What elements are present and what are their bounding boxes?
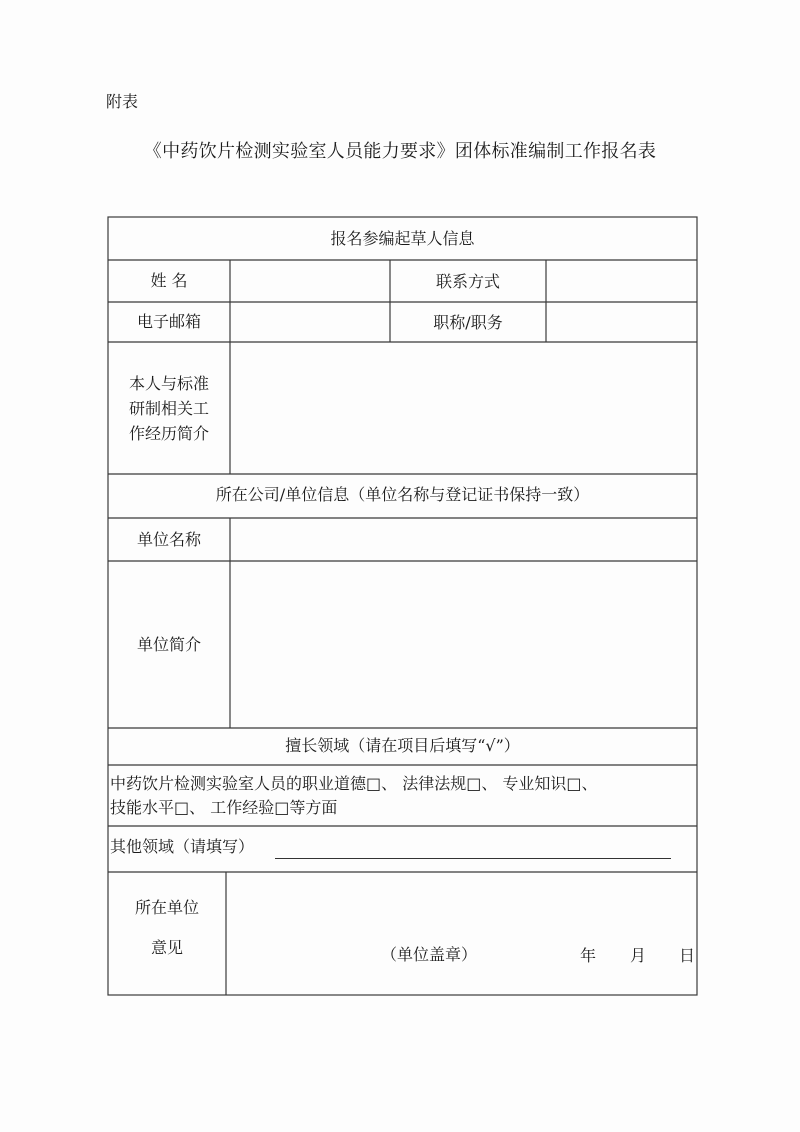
expertise-options-line[interactable]: 中药饮片检测实验室人员的职业道德□、 法律法规□、 专业知识□、 xyxy=(110,774,598,793)
other-field-label: 其他领域（请填写） xyxy=(110,837,255,856)
email-input[interactable] xyxy=(231,303,389,341)
opinion-label-line: 所在单位 xyxy=(134,898,199,917)
annex-label: 附表 xyxy=(106,92,139,111)
expertise-options-line[interactable]: 技能水平□、 工作经验□等方面 xyxy=(110,798,338,817)
month-label: 月 xyxy=(630,946,647,965)
day-label: 日 xyxy=(679,946,696,965)
unit-name-label: 单位名称 xyxy=(136,530,201,549)
position-label: 职称/职务 xyxy=(433,313,503,332)
unit-intro-input[interactable] xyxy=(231,562,696,727)
experience-label-line: 本人与标准 xyxy=(128,374,209,393)
expertise-section-header: 擅长领域（请在项目后填写“√”） xyxy=(285,736,520,755)
name-label: 姓 名 xyxy=(150,271,188,290)
position-input[interactable] xyxy=(547,303,696,341)
unit-name-input[interactable] xyxy=(231,519,696,560)
experience-label-line: 研制相关工 xyxy=(128,399,209,418)
form-title: 《中药饮片检测实验室人员能力要求》团体标准编制工作报名表 xyxy=(143,141,657,162)
year-label: 年 xyxy=(580,946,597,965)
other-field-input[interactable] xyxy=(275,836,671,859)
company-section-header: 所在公司/单位信息（单位名称与登记证书保持一致） xyxy=(215,485,590,504)
opinion-label xyxy=(108,888,226,968)
drafter-section-header: 报名参编起草人信息 xyxy=(330,229,475,248)
contact-input[interactable] xyxy=(547,261,696,301)
experience-input[interactable] xyxy=(231,343,696,473)
name-input[interactable] xyxy=(231,261,389,301)
opinion-label-line: 意见 xyxy=(150,938,183,957)
seal-label: （单位盖章） xyxy=(381,945,478,964)
experience-label xyxy=(108,371,230,446)
contact-label: 联系方式 xyxy=(435,272,500,291)
expertise-options[interactable] xyxy=(110,772,598,820)
unit-intro-label: 单位简介 xyxy=(136,635,201,654)
opinion-input[interactable] xyxy=(227,873,696,994)
experience-label-line: 作经历简介 xyxy=(128,424,209,443)
email-label: 电子邮箱 xyxy=(136,312,201,331)
